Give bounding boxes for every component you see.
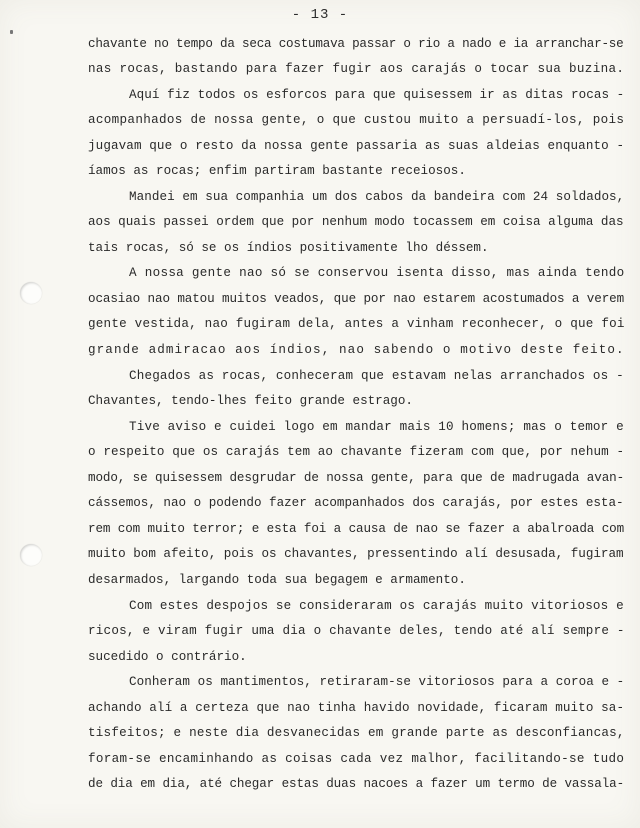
stray-mark bbox=[10, 30, 13, 34]
page-number: - 13 - bbox=[291, 7, 349, 23]
text-line: ocasiao nao matou muitos veados, que por nao estarem acostumados a verem bbox=[88, 292, 625, 306]
text-line: tisfeitos; e neste dia desvanecidas em grande parte as desconfiancas, bbox=[88, 726, 625, 740]
text-line: Chavantes, tendo-lhes feito grande estrago. bbox=[88, 394, 413, 408]
text-line: modo, se quisessem desgrudar de nossa gente, para que de madrugada avan- bbox=[88, 471, 625, 485]
text-line: desarmados, largando toda sua begagem e armamento. bbox=[88, 573, 466, 587]
text-line: Chegados as rocas, conheceram que estavam nelas arranchados os - bbox=[129, 369, 624, 383]
text-line: rem com muito terror; e esta foi a causa de nao se fazer a abalroada com bbox=[88, 522, 625, 536]
text-line: muito bom afeito, pois os chavantes, pressentindo alí desusada, fugiram bbox=[88, 547, 624, 561]
text-line: A nossa gente nao só se conservou isenta disso, mas ainda tendo bbox=[129, 266, 625, 280]
text-line: grande admiracao aos índios, nao sabendo o motivo deste feito. bbox=[88, 343, 625, 357]
text-line: acompanhados de nossa gente, o que custou muito a persuadí-los, pois bbox=[88, 113, 625, 127]
text-line: sucedido o contrário. bbox=[88, 650, 247, 664]
text-line: Aquí fiz todos os esforcos para que quisessem ir as ditas rocas - bbox=[129, 88, 625, 102]
text-line: foram-se encaminhando as coisas cada vez malhor, facilitando-se tudo bbox=[88, 752, 625, 766]
text-line: o respeito que os carajás tem ao chavante fizeram com que, por nehum - bbox=[88, 445, 625, 459]
text-line: Conheram os mantimentos, retiraram-se vitoriosos para a coroa e - bbox=[129, 675, 625, 689]
text-line: de dia em dia, até chegar estas duas nacoes a fazer um termo de vassala- bbox=[88, 777, 625, 791]
text-line: aos quais passei ordem que por nenhum modo tocassem em coisa alguma das bbox=[88, 215, 624, 229]
text-line: chavante no tempo da seca costumava passar o rio a nado e ia arranchar-se bbox=[88, 37, 624, 51]
text-line: tais rocas, só se os índios positivamente lho déssem. bbox=[88, 241, 489, 255]
punch-hole bbox=[20, 282, 42, 304]
text-line: nas rocas, bastando para fazer fugir aos carajás o tocar sua buzina. bbox=[88, 62, 625, 76]
text-line: íamos as rocas; enfim partiram bastante receiosos. bbox=[88, 164, 466, 178]
text-line: cássemos, nao o podendo fazer acompanhados dos carajás, por estes esta- bbox=[88, 496, 624, 510]
text-line: Com estes despojos se consideraram os carajás muito vitoriosos e bbox=[129, 599, 624, 613]
text-line: gente vestida, nao fugiram dela, antes a vinham reconhecer, o que foi bbox=[88, 317, 625, 331]
text-line: Mandei em sua companhia um dos cabos da bandeira com 24 soldados, bbox=[129, 190, 625, 204]
text-line: jugavam que o resto da nossa gente passaria as suas aldeias enquanto - bbox=[88, 139, 625, 153]
text-line: ricos, e viram fugir uma dia o chavante deles, tendo até alí sempre - bbox=[88, 624, 625, 638]
text-line: achando alí a certeza que nao tinha havido novidade, ficaram muito sa- bbox=[88, 701, 625, 715]
text-line: Tive aviso e cuidei logo em mandar mais 10 homens; mas o temor e bbox=[129, 420, 624, 434]
punch-hole bbox=[20, 544, 42, 566]
